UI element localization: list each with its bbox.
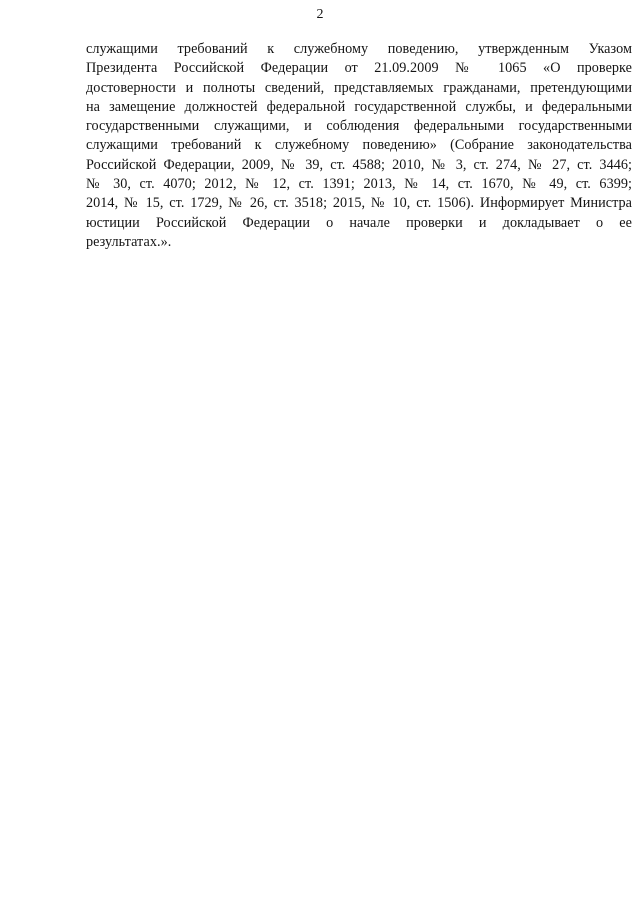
- text-line: государственными служащими, и соблюдения федеральными государственными: [86, 118, 632, 135]
- text-line: Президента Российской Федерации от 21.09.2009 № 1065 «О проверке: [86, 60, 632, 77]
- page-number: 2: [316, 7, 324, 22]
- text-line: № 30, ст. 4070; 2012, № 12, ст. 1391; 2013, № 14, ст. 1670, № 49, ст. 6399;: [86, 176, 632, 193]
- text-line: служащими требований к служебному поведению, утвержденным Указом: [86, 41, 632, 57]
- text-line: на замещение должностей федеральной государственной службы, и федеральными: [86, 98, 632, 115]
- text-line: достоверности и полноты сведений, представляемых гражданами, претендующими: [86, 79, 632, 96]
- text-line: результатах.».: [86, 233, 172, 250]
- body-paragraph: [86, 40, 632, 252]
- text-line: 2014, № 15, ст. 1729, № 26, ст. 3518; 2015, № 10, ст. 1506). Информирует Министра: [86, 195, 632, 212]
- text-line: служащими требований к служебному поведению» (Собрание законодательства: [86, 137, 632, 154]
- text-line: Российской Федерации, 2009, № 39, ст. 4588; 2010, № 3, ст. 274, № 27, ст. 3446;: [86, 156, 632, 173]
- text-line: юстиции Российской Федерации о начале проверки и докладывает о ее: [86, 214, 632, 231]
